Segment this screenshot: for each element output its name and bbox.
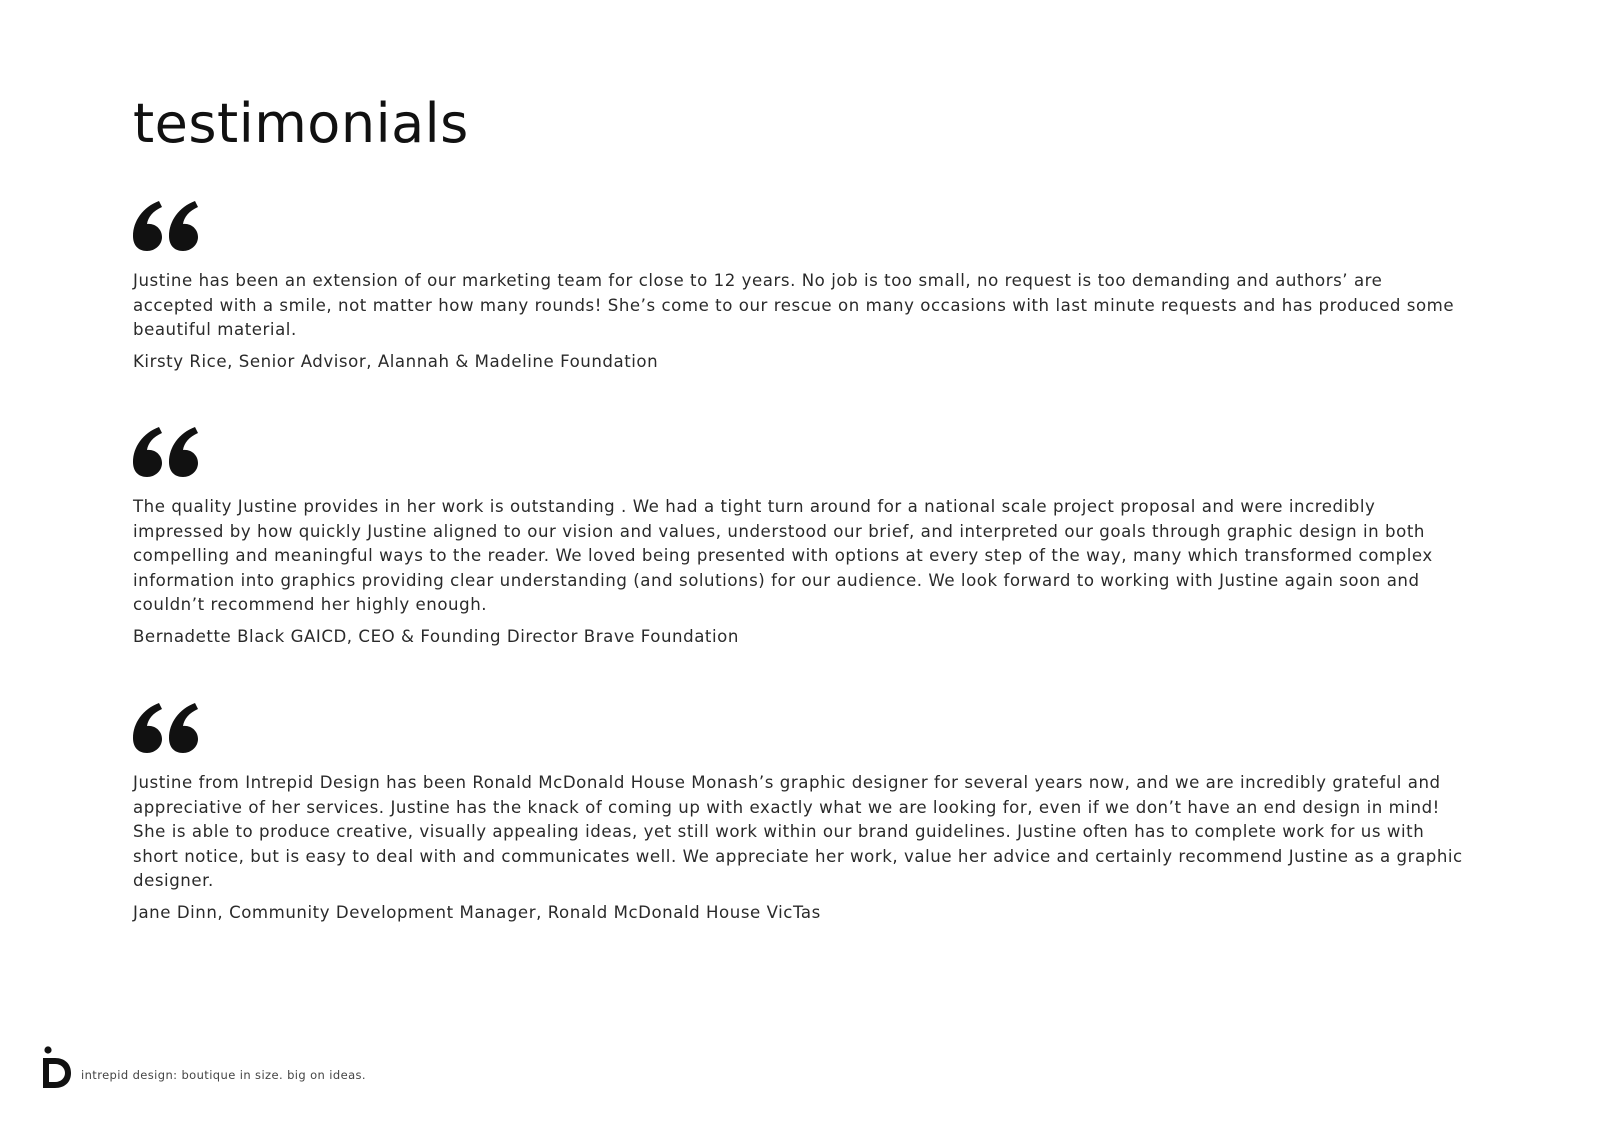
page-title: testimonials: [133, 92, 469, 155]
testimonial-author: Jane Dinn, Community Development Manager, Ronald McDonald House VicTas: [133, 902, 821, 922]
testimonial-author: Bernadette Black GAICD, CEO & Founding Director Brave Foundation: [133, 626, 739, 646]
testimonial-2: [133, 427, 1463, 649]
testimonial-author: Kirsty Rice, Senior Advisor, Alannah & Madeline Foundation: [133, 351, 659, 371]
testimonial-text: The quality Justine provides in her work is outstanding . We had a tight turn around for a national scale project proposal and were incredibly impressed by how quickly Justine aligned to our vision and values, understood our brief, and interpreted our goals through graphic design in both compelling and meaningful ways to the reader. We loved being presented with options at every step of the way, many which transformed complex information into graphics providing clear understanding (and solutions) for our audience. We look forward to working with Justine again soon and couldn’t recommend her highly enough.: [133, 497, 1433, 615]
footer-tagline: intrepid design: boutique in size. big on ideas.: [81, 1068, 366, 1082]
intrepid-design-logo-icon: [40, 1046, 72, 1088]
quote-mark-icon: [133, 703, 199, 753]
testimonial-text: Justine has been an extension of our marketing team for close to 12 years. No job is too small, no request is too demanding and authors’ are accepted with a smile, not matter how many rounds! She’s come to our rescue on many occasions with last minute requests and has produced some beautiful material.: [133, 271, 1455, 340]
testimonial-1: [133, 201, 1463, 374]
quote-mark-icon: [133, 427, 199, 477]
testimonial-text: Justine from Intrepid Design has been Ronald McDonald House Monash’s graphic designer for several years now, and we are incredibly grateful and appreciative of her services. Justine has the knack of coming up with exactly what we are looking for, even if we don’t have an end design in mind! She is able to produce creative, visually appealing ideas, yet still work within our brand guidelines. Justine often has to complete work for us with short notice, but is easy to deal with and communicates well. We appreciate her work, value her advice and certainly recommend Justine as a graphic designer.: [133, 773, 1463, 891]
testimonial-3: [133, 703, 1463, 925]
footer: [40, 1046, 366, 1088]
quote-mark-icon: [133, 201, 199, 251]
